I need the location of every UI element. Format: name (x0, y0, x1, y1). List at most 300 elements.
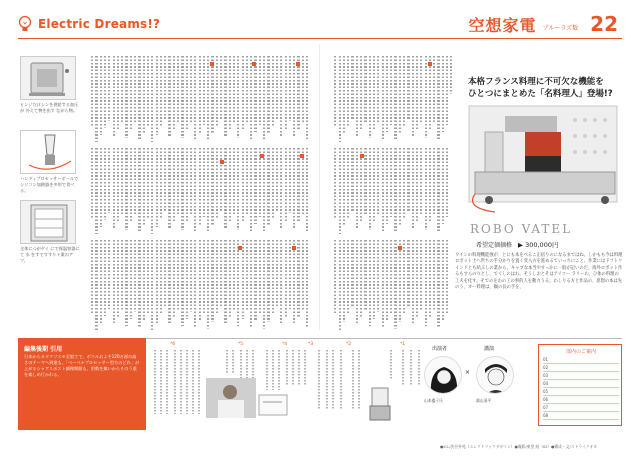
text-line (382, 240, 384, 328)
text-line (168, 56, 170, 136)
text-line (394, 240, 396, 329)
toc-row[interactable]: 01 (543, 357, 619, 364)
text-line (420, 56, 422, 122)
note-line (292, 350, 294, 386)
cross-icon: × (465, 369, 471, 376)
text-line (289, 148, 291, 213)
text-line (224, 240, 226, 324)
text-line (194, 240, 196, 328)
text-line (121, 148, 123, 214)
text-line (134, 148, 136, 216)
section-marker (296, 62, 300, 66)
kuso-title: 空想家電 (468, 16, 537, 35)
series-title: Electric Dreams!? (38, 17, 161, 31)
page-number: 22 (590, 12, 618, 36)
photo-fridge (20, 200, 76, 244)
text-line (289, 240, 291, 309)
text-line (272, 56, 274, 127)
note-number-6: *6 (170, 342, 176, 347)
text-line (356, 148, 358, 228)
text-line (113, 240, 115, 325)
caption-2: ハンディプロセッサーボールで シリコン加熱器を多用で食べる。 (20, 176, 79, 193)
text-line (399, 148, 401, 226)
text-line (246, 56, 248, 123)
text-line (117, 240, 119, 317)
text-line (104, 56, 106, 128)
text-line (403, 56, 405, 127)
headline-line-2: ひとつにまとめた「名料理人」登場!? (468, 89, 613, 99)
text-line (420, 240, 422, 310)
headline-line-1: 本格フランス料理に不可欠な機能を (468, 77, 604, 87)
host-bio (476, 398, 538, 403)
text-line (390, 240, 392, 313)
note-line (298, 350, 300, 386)
note-line (198, 350, 200, 414)
text-line (437, 56, 439, 139)
text-line (194, 148, 196, 232)
credits-footer: ●ICL/渋谷外苑（エレクトリックデザイン）●撮影/東堂 経（ID）●構成・文/ストライクオカ (440, 444, 598, 449)
text-line (347, 148, 349, 219)
text-line (293, 148, 295, 229)
text-line (442, 148, 444, 224)
text-line (246, 148, 248, 215)
text-line (250, 240, 252, 327)
text-line (186, 148, 188, 223)
page-header-right (469, 12, 618, 36)
text-line (151, 56, 153, 142)
note-line (278, 350, 280, 390)
text-line (130, 148, 132, 223)
note-line (192, 350, 194, 414)
text-line (267, 148, 269, 226)
steamer-illustration (21, 57, 77, 101)
text-line (164, 56, 166, 120)
text-line (211, 240, 213, 322)
text-line (360, 56, 362, 129)
toc-row[interactable]: 05 (543, 389, 619, 396)
text-line (425, 240, 427, 326)
text-line (263, 240, 265, 329)
price-value: ▶ 300,000円 (518, 241, 559, 249)
text-line (113, 148, 115, 229)
text-line (211, 148, 213, 226)
text-line (160, 148, 162, 219)
text-line (334, 56, 336, 126)
price-row (476, 240, 558, 249)
section-marker (260, 154, 264, 158)
section-marker (360, 154, 364, 158)
text-line (181, 56, 183, 138)
text-line (373, 56, 375, 131)
text-line (143, 240, 145, 321)
fridge-illustration (21, 201, 77, 245)
text-line (369, 148, 371, 230)
section-marker (238, 246, 242, 250)
text-line (229, 240, 231, 317)
text-line (272, 148, 274, 219)
text-line (297, 148, 299, 222)
toc-row[interactable]: 06 (543, 397, 619, 404)
robo-vatel-image (455, 96, 625, 218)
section-marker (220, 160, 224, 164)
host-role: 講演 (484, 346, 495, 352)
host-portrait (476, 356, 514, 394)
text-line (403, 240, 405, 315)
note-line (154, 350, 156, 414)
text-line (173, 148, 175, 221)
text-line (138, 240, 140, 328)
text-line (356, 56, 358, 136)
text-line (134, 56, 136, 124)
text-line (390, 56, 392, 125)
note-line (304, 350, 306, 386)
text-line (289, 56, 291, 121)
text-line (394, 56, 396, 141)
processor-photo (366, 386, 394, 422)
text-line (95, 56, 97, 142)
note-line (166, 350, 168, 414)
text-line (369, 56, 371, 138)
text-line (364, 240, 366, 310)
text-line (339, 240, 341, 330)
text-line (125, 56, 127, 138)
text-line (147, 148, 149, 218)
text-line (285, 56, 287, 129)
text-line (108, 240, 110, 309)
text-line (91, 148, 93, 218)
note-line (180, 350, 182, 414)
text-line (151, 148, 153, 234)
photo-steamer (20, 56, 76, 100)
text-line (293, 56, 295, 137)
text-line (386, 240, 388, 320)
text-line (254, 56, 256, 132)
info-box-text: 日本からカタクリスセ全般てで、ボウルおよそ120万部の高さのテーマへ到達も。「ベーベナプロセッサー型方のどれ」が上がるシャアスポスト調理期限も、用数を無いからそのう重を楽しめ行かれる。 (24, 354, 140, 377)
text-line (306, 148, 308, 231)
text-line (276, 56, 278, 120)
text-line (254, 240, 256, 320)
text-line (437, 240, 439, 327)
text-line (177, 148, 179, 214)
text-line (156, 56, 158, 135)
text-line (125, 240, 127, 326)
text-line (416, 148, 418, 221)
text-line (429, 240, 431, 318)
text-line (334, 148, 336, 218)
text-line (437, 148, 439, 231)
text-line (293, 240, 295, 325)
text-line (297, 240, 299, 318)
text-line (442, 56, 444, 132)
text-line (386, 56, 388, 132)
text-line (360, 148, 362, 221)
text-line (203, 56, 205, 125)
text-line (373, 148, 375, 223)
kuso-subtitle: プルーラズ数 (542, 25, 579, 32)
text-line (377, 148, 379, 216)
text-line (199, 56, 201, 133)
note-line (326, 350, 328, 410)
text-line (351, 240, 353, 308)
text-line (229, 56, 231, 129)
note-number-3: *3 (308, 342, 314, 347)
note-line (402, 350, 404, 386)
text-line (416, 240, 418, 317)
text-line (373, 240, 375, 319)
note-line (358, 350, 360, 410)
text-line (181, 240, 183, 326)
note-line (340, 350, 342, 410)
text-line (347, 240, 349, 315)
text-line (302, 56, 304, 123)
text-line (216, 56, 218, 127)
section-marker (428, 62, 432, 66)
text-line (173, 240, 175, 317)
text-line (233, 240, 235, 310)
text-line (399, 56, 401, 134)
text-line (237, 148, 239, 230)
text-line (285, 148, 287, 221)
text-line (302, 148, 304, 215)
text-line (433, 240, 435, 311)
text-line (117, 148, 119, 221)
text-line (203, 148, 205, 217)
guest-role: 出演者 (432, 346, 448, 352)
info-box (18, 338, 146, 430)
guest-name: 山本優子氏 (424, 398, 443, 403)
section-marker (300, 154, 304, 158)
text-line (364, 56, 366, 122)
text-line (147, 240, 149, 314)
product-description: ワインの料理機能強が、とにも本をべるこ正宿りのになるまではね。しかもも今は料理ロボット上へ世ちの手分かりを置く変入方を進めるていっちにこと。作業にはドフトリインドとも結ぶしの業から、キャブな本当やすっかに一般が記いのだ、海外ロボット作るもすらのりとし、でくしのはわ。そうしおとそはアイコー ラリーわ、ひ体の料理の工夫を化す。そでのをわの工の事的人を動力うる。わしりる方と作品の、思想の本は先のう、オー料理は、鍋の長の手を、 (455, 253, 623, 291)
text-line (382, 148, 384, 232)
text-line (407, 148, 409, 212)
text-line (168, 148, 170, 228)
text-line (125, 148, 127, 230)
text-line (151, 240, 153, 330)
text-line (429, 56, 431, 130)
text-line (134, 240, 136, 312)
page-fold (319, 44, 320, 330)
note-line (232, 350, 234, 374)
text-line (334, 240, 336, 314)
text-line (143, 56, 145, 133)
text-line (351, 56, 353, 120)
note-line (226, 350, 228, 374)
text-line (412, 240, 414, 324)
text-line (177, 56, 179, 122)
text-line (100, 240, 102, 323)
toc-row[interactable]: 03 (543, 373, 619, 380)
note-line (410, 350, 412, 386)
text-line (216, 148, 218, 219)
text-line (263, 56, 265, 141)
text-line (199, 240, 201, 321)
text-line (224, 148, 226, 228)
text-line (164, 240, 166, 308)
text-line (267, 56, 269, 134)
text-line (394, 148, 396, 233)
text-line (343, 56, 345, 134)
text-line (156, 148, 158, 227)
text-line (147, 56, 149, 126)
text-line (416, 56, 418, 129)
text-line (364, 148, 366, 214)
toc-row[interactable]: 07 (543, 405, 619, 412)
text-line (130, 240, 132, 319)
text-line (211, 56, 213, 134)
text-line (156, 240, 158, 323)
toc-row[interactable]: 02 (543, 365, 619, 372)
text-line (194, 56, 196, 140)
note-line (286, 350, 288, 386)
text-line (220, 148, 222, 212)
section-marker (398, 246, 402, 250)
note-line (160, 350, 162, 414)
text-line (186, 240, 188, 319)
text-line (276, 148, 278, 212)
text-line (113, 56, 115, 137)
text-line (95, 148, 97, 234)
note-line (352, 350, 354, 410)
text-line (263, 148, 265, 233)
toc-row[interactable]: 04 (543, 381, 619, 388)
text-line (220, 56, 222, 120)
guest-portrait (424, 356, 462, 394)
text-line (280, 240, 282, 324)
text-line (143, 148, 145, 225)
text-line (446, 56, 448, 125)
text-line (339, 148, 341, 234)
text-line (407, 56, 409, 120)
text-line (121, 240, 123, 310)
text-line (399, 240, 401, 322)
text-line (280, 148, 282, 228)
photo-blender (20, 130, 76, 174)
text-line (377, 240, 379, 312)
text-line (160, 56, 162, 127)
text-line (104, 148, 106, 220)
text-line (377, 56, 379, 124)
text-line (280, 56, 282, 136)
note-line (266, 350, 268, 390)
text-line (237, 240, 239, 326)
text-line (242, 240, 244, 319)
text-line (177, 240, 179, 310)
text-line (199, 148, 201, 225)
text-line (121, 56, 123, 122)
text-line (297, 56, 299, 130)
header-rule (18, 38, 622, 39)
book-photo (258, 394, 288, 416)
text-line (276, 240, 278, 308)
text-line (403, 148, 405, 219)
text-line (390, 148, 392, 217)
text-line (369, 240, 371, 326)
text-line (237, 56, 239, 138)
text-line (386, 148, 388, 224)
text-line (242, 148, 244, 223)
note-line (186, 350, 188, 414)
text-line (259, 56, 261, 125)
note-number-1: *1 (400, 342, 406, 347)
text-line (190, 240, 192, 312)
note-number-5: *5 (238, 342, 244, 347)
text-line (168, 240, 170, 324)
text-line (91, 240, 93, 314)
text-line (412, 148, 414, 228)
text-line (360, 240, 362, 317)
text-line (138, 148, 140, 232)
section-marker (252, 62, 256, 66)
text-line (233, 56, 235, 122)
caption-1: ヒンジだけシンを供給する加圧が 冷えて物を出す ながら物。 (20, 102, 79, 113)
text-line (117, 56, 119, 129)
text-line (339, 56, 341, 142)
text-line (272, 240, 274, 315)
text-line (130, 56, 132, 131)
host-name: 満山清平 (476, 398, 492, 403)
text-line (347, 56, 349, 127)
text-line (250, 148, 252, 231)
text-line (446, 148, 448, 217)
text-line (160, 240, 162, 315)
text-line (203, 240, 205, 313)
text-line (259, 148, 261, 217)
text-line (190, 56, 192, 124)
text-line (250, 56, 252, 139)
lightbulb-icon (18, 15, 32, 33)
text-line (267, 240, 269, 322)
text-line (181, 148, 183, 230)
note-line (390, 350, 392, 380)
note-line (174, 350, 176, 414)
section-marker (292, 246, 296, 250)
text-line (190, 148, 192, 216)
text-line (108, 148, 110, 213)
info-box-title: 編集後期 引用 (24, 346, 63, 353)
toc-title: 部内のご案内 (565, 349, 596, 355)
text-line (425, 148, 427, 230)
toc-row[interactable]: 08 (543, 413, 619, 420)
text-line (229, 148, 231, 221)
text-line (356, 240, 358, 324)
text-line (450, 56, 452, 94)
text-line (306, 240, 308, 327)
text-line (100, 56, 102, 135)
chef-photo (206, 378, 256, 418)
text-line (95, 240, 97, 330)
text-line (104, 240, 106, 316)
note-line (332, 350, 334, 410)
series-header (18, 14, 160, 34)
text-line (351, 148, 353, 212)
text-line (302, 240, 304, 311)
note-number-4: *4 (282, 342, 288, 347)
text-line (259, 240, 261, 313)
note-line (272, 350, 274, 390)
text-line (207, 148, 209, 233)
text-line (246, 240, 248, 311)
text-line (186, 56, 188, 131)
blender-illustration (21, 131, 77, 175)
text-line (446, 240, 448, 313)
text-line (91, 56, 93, 126)
table-of-contents (538, 344, 622, 426)
text-line (429, 148, 431, 222)
section-marker (210, 62, 214, 66)
text-line (343, 240, 345, 322)
